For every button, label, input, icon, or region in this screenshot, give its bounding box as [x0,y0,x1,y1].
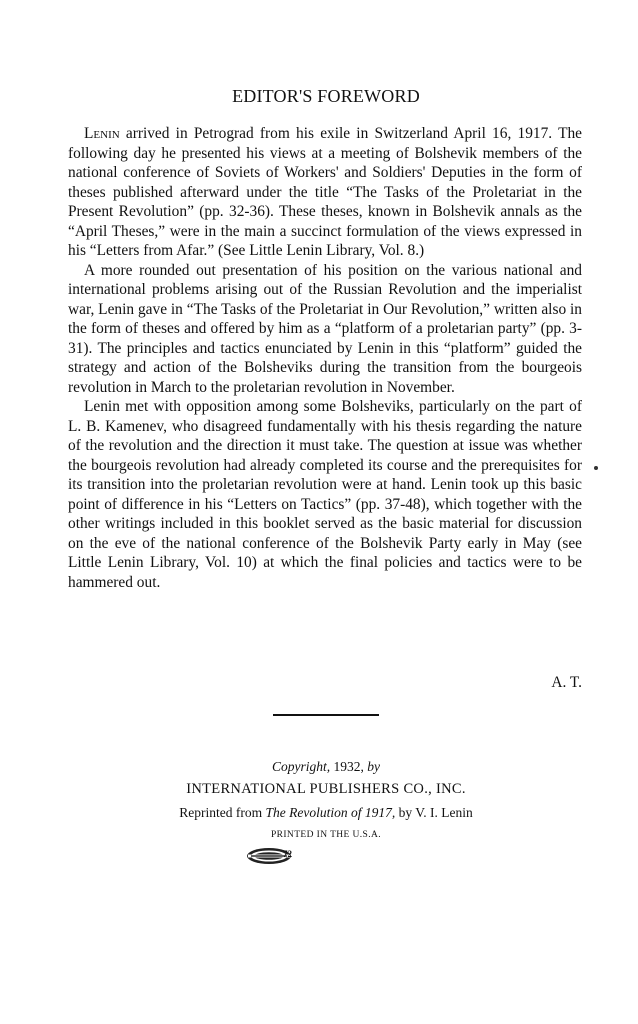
section-divider [273,714,379,716]
copyright-year: 1932, [333,759,364,774]
margin-mark [594,466,598,470]
copyright-line [68,759,584,775]
copyright-by: by [367,759,380,774]
author-initials: A. T. [551,674,582,691]
paragraph-lead: Lenin [84,125,120,142]
paragraph-1 [68,124,582,261]
page-title: EDITOR'S FOREWORD [232,86,420,106]
paragraph-3: Lenin met with opposition among some Bolsheviks, particularly on the part of L. B. Kamenev, who disagreed fundamentally with his thesis regarding the nature of the revolution and the direction it must take. The question at issue was whether the bourgeois revolution had already completed its course and the prerequisites for its transition into the proletarian revolution were at hand. Lenin took up this basic point of difference in his “Letters on Tactics” (pp. 37-48), which together with the other writings included in this booklet served as the basic material for discussion on the eve of the national conference of the Bolshevik Party early in May (see Little Lenin Library, Vol. 10) at which the final policies and tactics were to be hammered out. [68,398,582,591]
reprint-line [68,805,584,821]
paragraph-2: A more rounded out presentation of his position on the various national and international problems arising out of the Russian Revolution and the imperialist war, Lenin gave in “The Tasks of the Proletariat in Our Revolution,” written also in the form of theses and offered by him as a “platform of a proletarian party” (pp. 3-31). The principles and tactics enunciated by Lenin in this “platform” guided the strategy and action of the Bolsheviks during the transition from the bourgeois revolution in March to the proletarian revolution in November. [68,261,582,396]
union-label-number: 72 [283,849,292,859]
reprint-suffix: by V. I. Lenin [398,805,473,820]
foreword-body [68,124,582,592]
printed-in-line: PRINTED IN THE U.S.A. [270,830,382,840]
publisher-name: INTERNATIONAL PUBLISHERS CO., INC. [186,781,466,797]
paragraph-text: arrived in Petrograd from his exile in Switzerland April 16, 1917. The following day he presented his views at a meeting of Bolshevik members of the national conference of Soviets of Workers' and Soldiers' Deputies in the form of theses published afterward under the title “The Tasks of the Proletariat in the Present Revolution” (pp. 32-36). These theses, known in Bolshevik annals as the “April Theses,” were in the main a succinct formulation of the views expressed in his “Letters from Afar.” (See Little Lenin Library, Vol. 8.) [68,125,582,259]
union-label-icon [245,847,315,865]
reprint-source-title: The Revolution of 1917, [265,805,396,820]
reprint-prefix: Reprinted from [179,805,263,820]
copyright-word: Copyright, [271,759,331,774]
